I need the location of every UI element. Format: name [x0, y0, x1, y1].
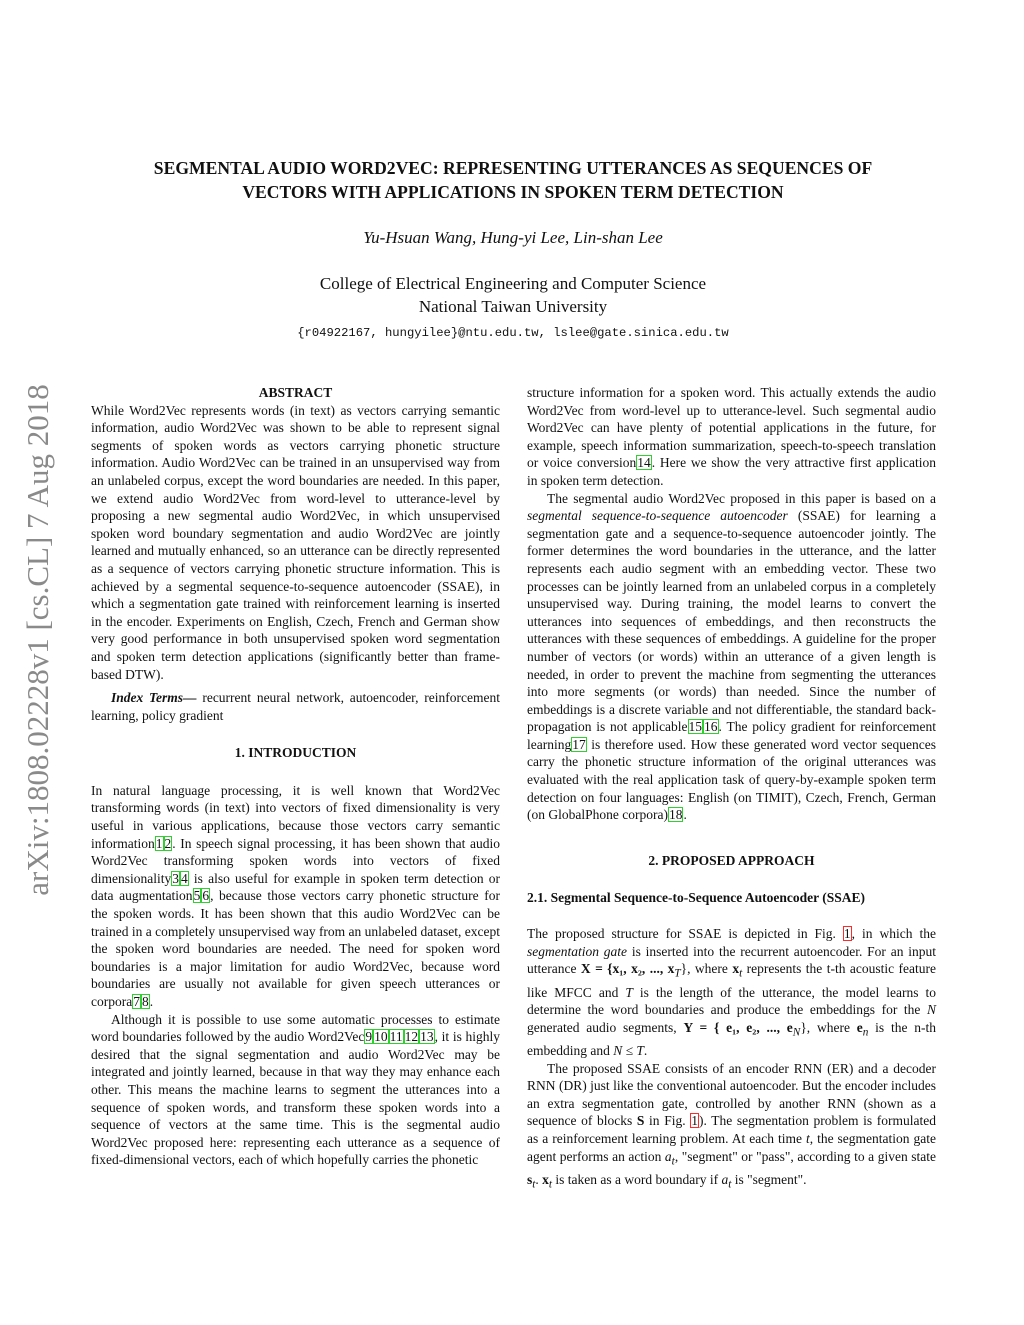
math-sub: t [739, 967, 743, 980]
math-inequality: N ≤ T [613, 1042, 644, 1058]
math-t: t [805, 1130, 810, 1146]
citation-9[interactable]: 9 [365, 1029, 373, 1045]
intro-p4-text: . The policy gradient for reinforcement learning [527, 719, 936, 752]
math-embedding-set: Y = { e₁, e₂, ..., e [683, 1019, 793, 1035]
intro-p1-text: . [149, 994, 154, 1009]
sec21-p2-text: ). The segmentation problem is formulated as a reinforcement learning problem. At each time [527, 1113, 936, 1146]
intro-p4-text: . [683, 807, 687, 823]
math-sub: t [671, 1155, 675, 1168]
sec21-p2-text: , "segment" or "pass", according to a given state [674, 1148, 936, 1164]
sec21-p1-text: generated audio segments, [527, 1019, 684, 1035]
intro-p4-text: is therefore used. How these generated word vector sequences carry the phonetic structure information of the original utterances was evaluated with the real application task of query-by-example spoken term detection on four languages: English (on TIMIT), Czech, French, German (on GlobalPhone corpora) [527, 736, 936, 823]
citation-13[interactable]: 13 [420, 1029, 434, 1045]
paper-title [92, 156, 934, 204]
figure-1-link[interactable]: 1 [843, 926, 851, 942]
intro-p3-text: . Here we show the very attractive first application in spoken term detection. [527, 455, 936, 488]
intro-paragraph-1 [91, 782, 500, 1011]
figure-1-link[interactable]: 1 [691, 1113, 698, 1129]
ssae-term: segmental sequence-to-sequence autoencoder [527, 508, 788, 524]
sec21-p1-text: . [643, 1042, 648, 1058]
citation-2[interactable]: 2 [164, 835, 172, 851]
index-terms-label: Index Terms— [111, 690, 197, 706]
math-sub: T [674, 967, 681, 980]
citation-18[interactable]: 18 [668, 807, 683, 823]
intro-p3-text: structure information for a spoken word. This actually extends the audio Word2Vec from word-level up to utterance-level. Such segmental audio Word2Vec can have plenty of potential applications in the future, for example, speech information summarization, speech-to-speech translation or voice conversion [527, 385, 936, 471]
citation-1[interactable]: 1 [155, 835, 163, 851]
citation-14[interactable]: 14 [637, 455, 651, 471]
math-N: N [926, 1002, 936, 1018]
abstract-text: While Word2Vec represents words (in text) as vectors carrying semantic information, audio Word2Vec was shown to be able to represent signal segments of spoken words as vectors carrying phonetic structure information. Audio Word2Vec can be trained in an unsupervised way from an unlabeled corpus, except the word boundaries are needed. In this paper, we extend audio Word2Vec from word-level to utterance-level by proposing a new segmental audio Word2Vec, in which unsupervised spoken word boundary segmentation and audio Word2Vec are jointly learned and mutually enhanced, so an utterance can be directly represented as a sequence of vectors carrying phonetic structure information. This is achieved by a segmental sequence-to-sequence autoencoder (SSAE), in which a segmentation gate trained with reinforcement learning is inserted in the encoder. Experiments on English, Czech, French and German show very good performance in both unsupervised spoken word segmentation and spoken term detection applications (significantly better than frame-based DTW). [91, 402, 500, 682]
sec21-p2-text: , the segmentation gate agent performs an action [527, 1130, 937, 1164]
sec21-p1-text: represents the t-th acoustic feature like MFCC and [527, 961, 936, 1000]
segmentation-gate-term: segmentation gate [527, 943, 628, 959]
right-column [527, 384, 936, 1194]
math-input-set: X = {x₁, x₂, ..., x [580, 961, 675, 977]
sec21-p1-text: is the length of the utterance, the model learns to determine the word boundaries and produce the embeddings for the [527, 984, 936, 1018]
intro-paragraph-4 [527, 490, 936, 824]
math-sub: t [548, 1178, 553, 1191]
math-S: S [636, 1113, 645, 1129]
sec21-paragraph-1 [527, 925, 936, 1060]
affiliation [92, 272, 934, 318]
citation-16[interactable]: 16 [704, 719, 718, 735]
authors: Yu-Hsuan Wang, Hung-yi Lee, Lin-shan Lee [363, 228, 663, 247]
intro-p1-text: In natural language processing, it is well known that Word2Vec transforming words (in text) into vectors of fixed dimensionality is very useful in various applications, because those vectors carry semantic information [91, 782, 500, 851]
math-s: s [527, 1171, 533, 1187]
subsection-2-1-heading: 2.1. Segmental Sequence-to-Sequence Autoencoder (SSAE) [527, 890, 865, 906]
citation-15[interactable]: 15 [688, 719, 703, 735]
intro-paragraph-3 [527, 384, 936, 490]
intro-p4-text: The segmental audio Word2Vec proposed in this paper is based on a [547, 490, 936, 506]
affiliation-line-1: College of Electrical Engineering and Computer Science [319, 274, 707, 293]
intro-paragraph-2 [91, 1011, 500, 1169]
index-terms-text: recurrent neural network, autoencoder, reinforcement learning, policy gradient [91, 690, 501, 723]
math-sub: t [532, 1178, 536, 1191]
math-a: a [721, 1171, 729, 1187]
intro-p1-text: . In speech signal processing, it has been shown that audio Word2Vec transforming spoken words into vectors of fixed dimensionality [91, 835, 500, 886]
citation-17[interactable]: 17 [572, 736, 586, 752]
sec21-paragraph-2 [527, 1060, 936, 1195]
math-sub: t [728, 1178, 732, 1191]
sec21-p1-text: , where [806, 1019, 857, 1035]
math-T: T [625, 984, 633, 1000]
section-2-heading: 2. PROPOSED APPROACH [648, 852, 815, 868]
citation-10[interactable]: 10 [374, 1029, 388, 1045]
affiliation-line-2: National Taiwan University [418, 297, 608, 316]
sec21-p2-text: is taken as a word boundary if [552, 1171, 722, 1187]
math-x: x [732, 961, 740, 977]
sec21-p2-text: in Fig. [644, 1113, 691, 1129]
citation-7[interactable]: 7 [133, 994, 140, 1009]
section-1-heading: 1. INTRODUCTION [234, 745, 357, 761]
math-a: a [664, 1148, 672, 1164]
index-terms [91, 689, 500, 724]
citation-4[interactable]: 4 [181, 870, 188, 886]
math-brace: } [800, 1019, 807, 1035]
title-line-1: SEGMENTAL AUDIO WORD2VEC: REPRESENTING UTTERANCES AS SEQUENCES OF [153, 158, 873, 178]
citation-5[interactable]: 5 [193, 888, 201, 904]
math-sub: n [862, 1026, 869, 1039]
sec21-p1-text: The proposed structure for SSAE is depicted in Fig. [527, 926, 843, 942]
intro-p4-text: (SSAE) for learning a segmentation gate and a sequence-to-sequence autoencoder jointly. The former determines the word boundaries in the utterance, and the latter represents each audio segment with an embedding vector. These two processes can be jointly learned from an unlabeled corpus in a completely unsupervised way. During training, the model learns to convert the utterances into sequences of embeddings, and then reconstructs the utterances with these sequences of embeddings. A guideline for the proper number of vectors (or words) within an utterance of a given length is needed, in order to prevent the machine from segmenting the utterances into more segments (or words) than needed. Since the number of embeddings is a discrete variable and not differentiable, the standard back-propagation is not applicable [527, 508, 936, 735]
citation-6[interactable]: 6 [202, 888, 210, 904]
citation-11[interactable]: 11 [389, 1029, 403, 1045]
intro-p2-text: , it is highly desired that the signal segmentation and audio Word2Vec may be integrated and jointly learned, because in that way they may enhance each other. This means the machine learns to segment the utterances into a sequence of spoken words, and transform these spoken words into a sequence of vectors at the same time. This is the segmental audio Word2Vec proposed here: representing each utterance as a sequence of fixed-dimensional vectors, each of which hopefully carries the phonetic [91, 1029, 500, 1168]
sec21-p2-text: is "segment". [731, 1171, 807, 1187]
author-emails: {r04922167, hungyilee}@ntu.edu.tw, lslee@gate.sinica.edu.tw [297, 326, 729, 340]
intro-p1-text: is also useful for example in spoken term detection or data augmentation [91, 870, 500, 904]
sec21-p2-text: The proposed SSAE consists of an encoder RNN (ER) and a decoder RNN (DR) just like the conventional autoencoder. But the encoder includes an extra segmentation gate, controlled by another RNN (shown as a sequence of blocks [527, 1060, 936, 1129]
left-column [91, 384, 500, 1169]
math-x: x [542, 1171, 549, 1187]
sec21-p1-text: is inserted into the recurrent autoencoder. For an input utterance [527, 943, 936, 977]
citation-8[interactable]: 8 [141, 994, 149, 1009]
sec21-p2-text: . [535, 1171, 543, 1187]
sec21-p1-text: is the n-th embedding and [527, 1019, 936, 1058]
citation-12[interactable]: 12 [404, 1029, 419, 1045]
sec21-p1-text: , in which the [851, 926, 936, 942]
math-sub: N [792, 1026, 801, 1039]
intro-p2-text: Although it is possible to use some automatic processes to estimate word boundaries followed by the audio Word2Vec [91, 1011, 500, 1045]
title-line-2: VECTORS WITH APPLICATIONS IN SPOKEN TERM DETECTION [242, 182, 784, 202]
intro-p1-text: , because those vectors carry phonetic structure for the spoken words. It has been shown that this audio Word2Vec can be trained in a completely unsupervised way from an unlabeled dataset, except the spoken word boundaries are needed. The need for spoken word boundaries is a major limitation for audio Word2Vec, because word boundaries are usually not available for given speech utterances or corpora [91, 888, 500, 1009]
arxiv-identifier: arXiv:1808.02228v1 [cs.CL] 7 Aug 2018 [20, 384, 55, 896]
sec21-p1-text: , where [687, 961, 733, 977]
abstract-heading: ABSTRACT [258, 385, 333, 400]
math-e: e [856, 1019, 863, 1035]
citation-3[interactable]: 3 [172, 870, 179, 886]
math-brace: } [680, 961, 688, 977]
